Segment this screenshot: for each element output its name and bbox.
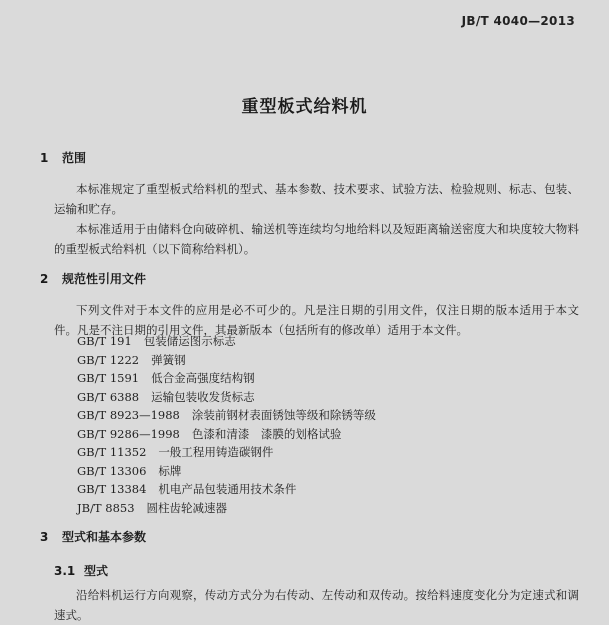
section-number: 2 xyxy=(40,272,49,286)
reference-item xyxy=(77,351,376,370)
reference-code: JB/T 8853 xyxy=(77,500,135,515)
reference-code: GB/T 13384 xyxy=(77,482,147,496)
section-title: 范围 xyxy=(62,151,87,165)
section-title: 规范性引用文件 xyxy=(62,272,147,286)
reference-code: GB/T 1222 xyxy=(77,352,140,367)
reference-code: GB/T 13306 xyxy=(77,463,147,478)
document-title: 重型板式给料机 xyxy=(241,97,368,117)
reference-title: 运输包装收发货标志 xyxy=(151,389,255,404)
reference-item xyxy=(77,499,376,518)
reference-item xyxy=(77,480,376,499)
section-number: 3 xyxy=(40,530,49,544)
paragraph: 本标准规定了重型板式给料机的型式、基本参数、技术要求、试验方法、检验规则、标志、包装、运输和贮存。 xyxy=(54,182,579,216)
reference-code: GB/T 9286—1998 xyxy=(77,426,180,441)
paragraph: 沿给料机运行方向观察，传动方式分为右传动、左传动和双传动。按给料速度变化分为定速式和调速式。 xyxy=(54,588,579,622)
reference-code: GB/T 8923—1988 xyxy=(77,408,180,422)
reference-list xyxy=(77,332,376,517)
section-title: 型式和基本参数 xyxy=(62,530,147,544)
reference-item xyxy=(77,462,376,481)
reference-title: 色漆和清漆 漆膜的划格试验 xyxy=(191,426,342,441)
section-1-heading xyxy=(40,149,86,166)
reference-title: 低合金高强度结构钢 xyxy=(151,371,255,385)
reference-title: 一般工程用铸造碳钢件 xyxy=(158,445,274,459)
standard-number: JB/T 4040—2013 xyxy=(461,14,575,28)
reference-code: GB/T 191 xyxy=(77,334,132,348)
reference-code: GB/T 6388 xyxy=(77,389,140,404)
reference-item xyxy=(77,332,376,351)
reference-code: GB/T 1591 xyxy=(77,371,140,385)
reference-item xyxy=(77,406,376,425)
paragraph: 下列文件对于本文件的应用是必不可少的。凡是注日期的引用文件，仅注日期的版本适用于本文件。凡是不注日期的引用文件，其最新版本（包括所有的修改单）适用于本文件。 xyxy=(54,303,579,337)
section-2-heading xyxy=(40,270,146,287)
paragraph: 本标准适用于由储料仓向破碎机、输送机等连续均匀地给料以及短距离输送密度大和块度较大物料的重型板式给料机（以下简称给料机）。 xyxy=(54,222,579,256)
reference-item xyxy=(77,425,376,444)
reference-title: 涂装前钢材表面锈蚀等级和除锈等级 xyxy=(191,408,376,422)
subsection-title: 型式 xyxy=(84,564,109,578)
reference-title: 包装储运图示标志 xyxy=(143,334,236,348)
reference-item xyxy=(77,369,376,388)
reference-code: GB/T 11352 xyxy=(77,445,147,459)
reference-title: 弹簧钢 xyxy=(151,352,186,367)
reference-title: 机电产品包装通用技术条件 xyxy=(158,482,297,496)
reference-item xyxy=(77,443,376,462)
reference-item xyxy=(77,388,376,407)
subsection-number: 3.1 xyxy=(54,564,76,578)
section-number: 1 xyxy=(40,151,49,165)
reference-title: 标牌 xyxy=(158,463,182,478)
subsection-3-1-heading xyxy=(54,562,108,579)
section-3-heading xyxy=(40,528,146,545)
reference-title: 圆柱齿轮减速器 xyxy=(146,500,228,515)
